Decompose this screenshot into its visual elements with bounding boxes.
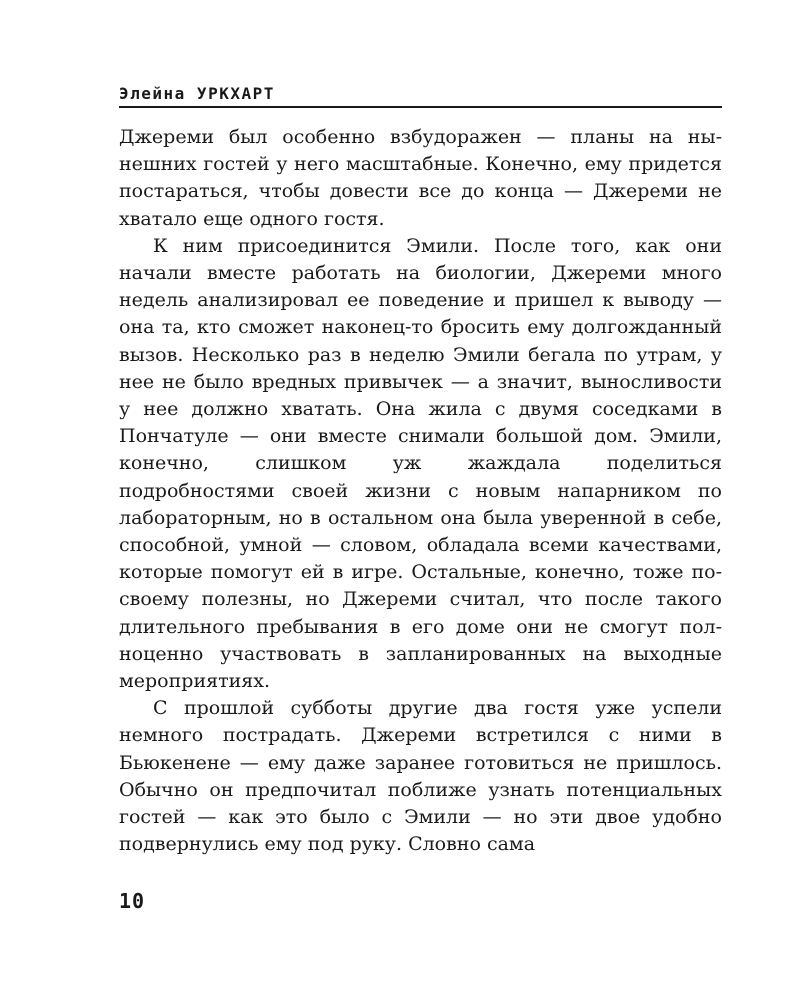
running-head: Элейна УРКХАРТ xyxy=(119,84,275,103)
paragraph: Джереми был особенно взбудоражен — планы на нынешних гостей у него масштабные. Конечно, ему придется постараться, чтобы довести все до конца — Джереми не хватало еще одного гостя. xyxy=(119,126,722,230)
page-number: 10 xyxy=(119,889,146,913)
page-header xyxy=(119,84,722,108)
paragraph: К ним присоединится Эмили. После того, как они начали вместе работать на биологии, Джереми много недель анализировал ее поведение и пришел к выводу — она та, кто сможет наконец-то бросить ему долгожданный вызов. Несколько раз в неделю Эмили бегала по утрам, у нее не было вредных привычек — а значит, выносливости у нее должно хватать. Она жила с двумя соседками в Пончатуле — они вместе снимали большой дом. Эмили, конечно, слишком уж жаждала поделиться подробностями своей жизни с новым напарником по лабораторным, но в остальном она была уверенной в себе, способной, умной — словом, обладала всеми качествами, которые помогут ей в игре. Остальные, конечно, тоже посвоему полезны, но Джереми считал, что после такого длительного пребывания в его доме они не смогут полноценно участвовать в запланированных на выходные мероприятиях. xyxy=(119,234,722,693)
body-text xyxy=(119,124,722,858)
header-rule xyxy=(119,106,722,108)
paragraph: С прошлой субботы другие два гостя уже успели немного пострадать. Джереми встретился с ними в Бьюкенене — ему даже заранее готовиться не пришлось. Обычно он предпочитал поближе узнать потенциальных гостей — как это было с Эмили — но эти двое удобно подвернулись ему под руку. Словно сама xyxy=(119,697,722,856)
